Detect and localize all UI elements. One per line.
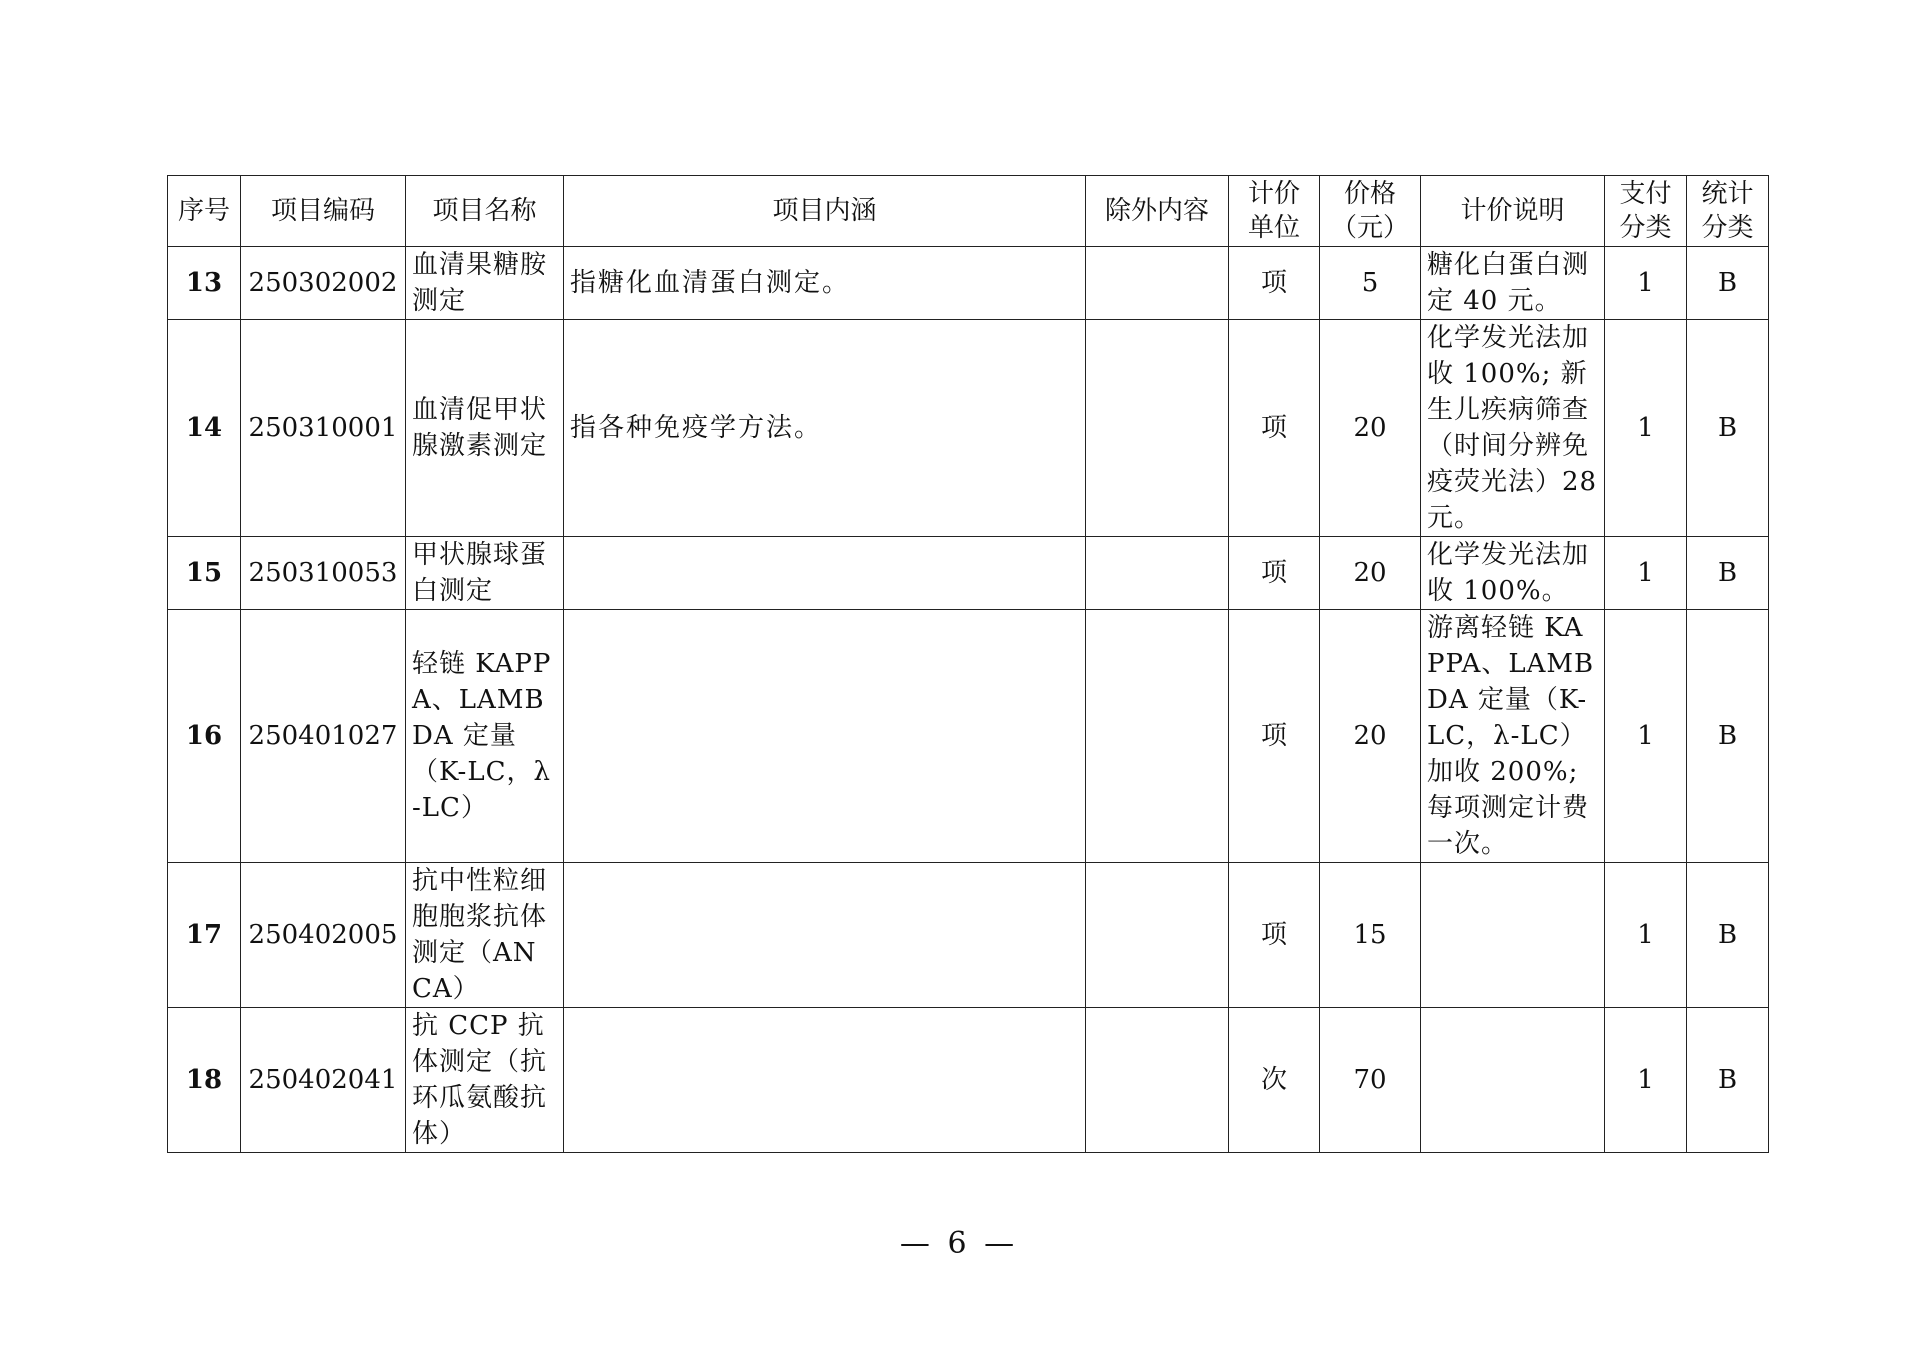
table-row [168, 863, 1769, 1008]
header-content: 项目内涵 [564, 176, 1086, 247]
cell-stat-category: B [1687, 537, 1769, 610]
cell-seq: 17 [168, 863, 241, 1008]
cell-code: 250302002 [241, 247, 406, 320]
cell-content [564, 1008, 1086, 1153]
cell-exclusion [1086, 320, 1229, 537]
cell-code: 250401027 [241, 610, 406, 863]
cell-stat-category: B [1687, 320, 1769, 537]
cell-seq: 15 [168, 537, 241, 610]
cell-note: 化学发光法加收 100%; 新生儿疾病筛查（时间分辨免疫荧光法）28 元。 [1421, 320, 1605, 537]
cell-name: 轻链 KAPPA、LAMBDA 定量（K-LC，λ-LC） [406, 610, 564, 863]
cell-code: 250402005 [241, 863, 406, 1008]
cell-price: 15 [1320, 863, 1421, 1008]
cell-content [564, 863, 1086, 1008]
cell-exclusion [1086, 1008, 1229, 1153]
cell-content: 指各种免疫学方法。 [564, 320, 1086, 537]
cell-price: 5 [1320, 247, 1421, 320]
cell-pay-category: 1 [1605, 863, 1687, 1008]
price-table [167, 175, 1769, 1153]
cell-exclusion [1086, 863, 1229, 1008]
table-row [168, 320, 1769, 537]
cell-pay-category: 1 [1605, 537, 1687, 610]
cell-stat-category: B [1687, 1008, 1769, 1153]
cell-note [1421, 1008, 1605, 1153]
cell-seq: 16 [168, 610, 241, 863]
header-code: 项目编码 [241, 176, 406, 247]
cell-price: 20 [1320, 610, 1421, 863]
cell-name: 甲状腺球蛋白测定 [406, 537, 564, 610]
cell-unit: 项 [1229, 863, 1320, 1008]
cell-content [564, 610, 1086, 863]
header-seq: 序号 [168, 176, 241, 247]
cell-price: 70 [1320, 1008, 1421, 1153]
cell-seq: 13 [168, 247, 241, 320]
header-price: 价格 （元） [1320, 176, 1421, 247]
table-row [168, 1008, 1769, 1153]
header-name: 项目名称 [406, 176, 564, 247]
cell-note [1421, 863, 1605, 1008]
cell-unit: 项 [1229, 610, 1320, 863]
header-unit: 计价 单位 [1229, 176, 1320, 247]
header-pay-category: 支付 分类 [1605, 176, 1687, 247]
table-row [168, 247, 1769, 320]
header-row [168, 176, 1769, 247]
cell-pay-category: 1 [1605, 1008, 1687, 1153]
cell-code: 250310053 [241, 537, 406, 610]
header-exclusion: 除外内容 [1086, 176, 1229, 247]
cell-price: 20 [1320, 320, 1421, 537]
cell-unit: 项 [1229, 320, 1320, 537]
cell-pay-category: 1 [1605, 247, 1687, 320]
cell-content [564, 537, 1086, 610]
table-row [168, 537, 1769, 610]
cell-seq: 14 [168, 320, 241, 537]
cell-pay-category: 1 [1605, 610, 1687, 863]
cell-note: 游离轻链 KAPPA、LAMBDA 定量（K-LC，λ-LC）加收 200%; 每项测定计费一次。 [1421, 610, 1605, 863]
cell-content: 指糖化血清蛋白测定。 [564, 247, 1086, 320]
page-number: — 6 — [899, 1226, 1019, 1261]
cell-unit: 次 [1229, 1008, 1320, 1153]
cell-name: 抗中性粒细胞胞浆抗体测定（ANCA） [406, 863, 564, 1008]
header-note: 计价说明 [1421, 176, 1605, 247]
cell-code: 250310001 [241, 320, 406, 537]
cell-exclusion [1086, 537, 1229, 610]
cell-note: 化学发光法加收 100%。 [1421, 537, 1605, 610]
header-stat-category: 统计 分类 [1687, 176, 1769, 247]
cell-stat-category: B [1687, 247, 1769, 320]
cell-name: 血清促甲状腺激素测定 [406, 320, 564, 537]
cell-name: 血清果糖胺测定 [406, 247, 564, 320]
cell-seq: 18 [168, 1008, 241, 1153]
cell-name: 抗 CCP 抗体测定（抗环瓜氨酸抗体） [406, 1008, 564, 1153]
cell-pay-category: 1 [1605, 320, 1687, 537]
cell-price: 20 [1320, 537, 1421, 610]
cell-exclusion [1086, 610, 1229, 863]
cell-stat-category: B [1687, 610, 1769, 863]
cell-code: 250402041 [241, 1008, 406, 1153]
cell-unit: 项 [1229, 537, 1320, 610]
table-row [168, 610, 1769, 863]
cell-note: 糖化白蛋白测定 40 元。 [1421, 247, 1605, 320]
cell-exclusion [1086, 247, 1229, 320]
cell-unit: 项 [1229, 247, 1320, 320]
cell-stat-category: B [1687, 863, 1769, 1008]
